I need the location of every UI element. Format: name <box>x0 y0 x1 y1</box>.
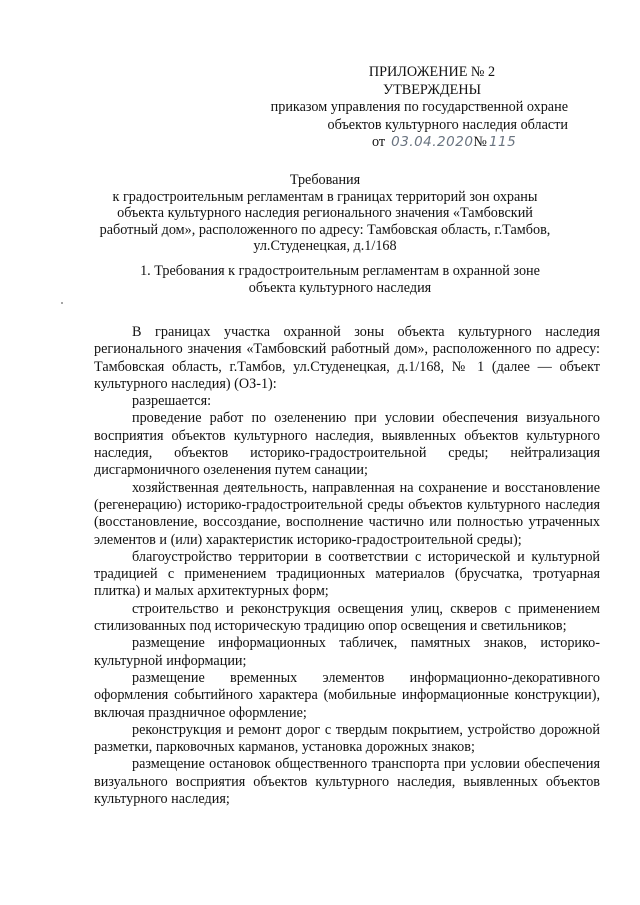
order-date-line <box>262 134 602 152</box>
paragraph: размещение остановок общественного транспорта при условии обеспечения визуального восприятия объектов культурного наследия, выявленных объектов культурного наследия; <box>94 756 600 808</box>
paragraph: проведение работ по озеленению при условии обеспечения визуального восприятия объектов культурного наследия, выявленных объектов культурного наследия, объектов историко-градостроительной среды; нейтрализация дисгармоничного озеленения путем санации; <box>94 410 600 479</box>
title-line-3: объекта культурного наследия регионального значения «Тамбовский <box>117 205 533 221</box>
paragraph: размещение информационных табличек, памятных знаков, историко-культурной информации; <box>94 635 600 669</box>
paragraph: В границах участка охранной зоны объекта культурного наследия регионального значения «Тамбовский работный дом», расположенного по адресу: Тамбовская область, г.Тамбов, ул.Студенецкая, д.1/168, № 1 (далее — объект культурного наследия) (ОЗ-1): <box>94 324 600 392</box>
date-prefix: от <box>372 134 386 150</box>
section-heading <box>120 263 560 297</box>
number-prefix: № <box>473 134 487 150</box>
section-line-2: объекта культурного наследия <box>248 280 432 296</box>
order-line-2: объектов культурного наследия области <box>327 116 568 133</box>
appendix-label: ПРИЛОЖЕНИЕ № 2 <box>368 64 496 80</box>
title-line-1: Требования <box>289 172 361 188</box>
approval-block <box>262 64 602 152</box>
document-title <box>86 172 564 255</box>
handwritten-date: 03.04.2020 <box>391 134 474 150</box>
title-line-5: ул.Студенецкая, д.1/168 <box>253 238 397 254</box>
handwritten-number: 115 <box>488 134 517 150</box>
order-line-1: приказом управления по государственной охране <box>270 99 568 115</box>
paragraph: разрешается: <box>132 393 212 410</box>
margin-mark <box>61 302 63 304</box>
approved-label: УТВЕРЖДЕНЫ <box>383 81 481 98</box>
paragraph: строительство и реконструкция освещения улиц, скверов с применением стилизованных под историческую традицию опор освещения и светильников; <box>94 600 600 635</box>
paragraph: реконструкция и ремонт дорог с твердым покрытием, устройство дорожной разметки, парковочных карманов, установка дорожных знаков; <box>94 721 600 756</box>
paragraph: размещение временных элементов информационно-декоративного оформления событийного характера (мобильные информационные конструкции), включая праздничное оформление; <box>94 669 600 721</box>
document-body <box>94 324 600 808</box>
title-line-4: работный дом», расположенного по адресу: Тамбовская область, г.Тамбов, <box>99 221 551 238</box>
section-line-1: 1. Требования к градостроительным регламентам в охранной зоне <box>140 263 540 279</box>
paragraph: хозяйственная деятельность, направленная на сохранение и восстановление (регенерацию) историко-градостроительной среды объектов культурного наследия (восстановление, воссоздание, восполнение частично или полностью утраченных элементов и (или) характеристик историко-градостроительной среды); <box>94 479 600 548</box>
title-line-2: к градостроительным регламентам в границах территорий зон охраны <box>112 188 538 205</box>
paragraph: благоустройство территории в соответствии с исторической и культурной традицией с применением традиционных материалов (брусчатка, тротуарная плитка) и малых архитектурных форм; <box>94 548 600 600</box>
